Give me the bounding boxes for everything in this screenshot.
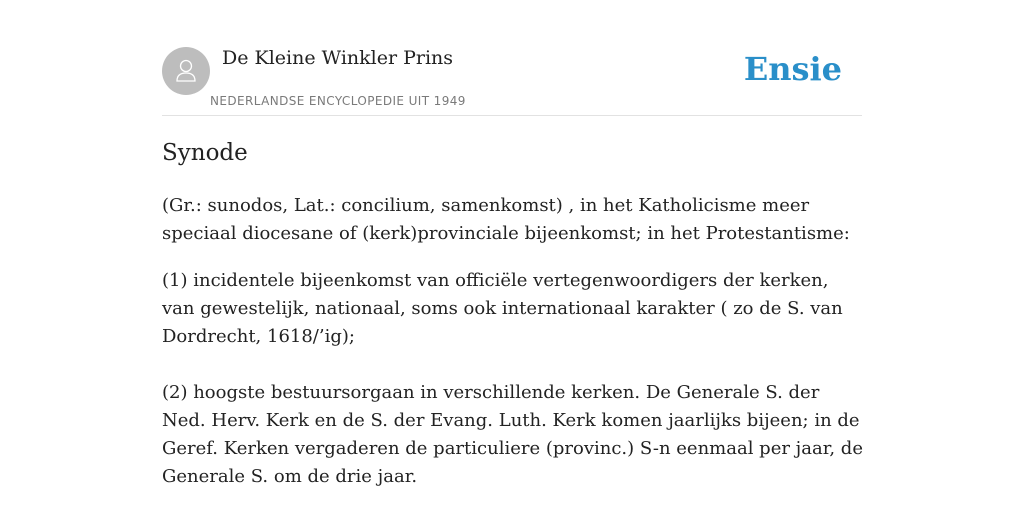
avatar[interactable] xyxy=(162,47,210,95)
article-title: Synode xyxy=(162,140,248,166)
article-paragraph: (Gr.: sunodos, Lat.: concilium, samenkomst) , in het Katholicisme meer speciaal diocesane of (kerk)provinciale bijeenkomst; in het Protestantisme: xyxy=(162,195,850,244)
article-paragraph: (2) hoogste bestuursorgaan in verschillende kerken. De Generale S. der Ned. Herv. Kerk en de S. der Evang. Luth. Kerk komen jaarlijks bijeen; in de Geref. Kerken vergaderen de particuliere (provinc.) S-n eenmaal per jaar, de Generale S. om de drie jaar. xyxy=(162,382,863,487)
article-body xyxy=(162,192,866,510)
user-icon xyxy=(171,56,201,86)
source-subtitle: NEDERLANDSE ENCYCLOPEDIE UIT 1949 xyxy=(210,94,466,108)
article-paragraph: (1) incidentele bijeenkomst van officiële vertegenwoordigers der kerken, van gewestelijk, nationaal, soms ook internationaal karakter ( zo de S. van Dordrecht, 1618/’ig); xyxy=(162,270,843,347)
source-header xyxy=(162,46,862,116)
brand-logo-link[interactable]: Ensie xyxy=(743,50,842,88)
source-name[interactable]: De Kleine Winkler Prins xyxy=(222,47,454,69)
